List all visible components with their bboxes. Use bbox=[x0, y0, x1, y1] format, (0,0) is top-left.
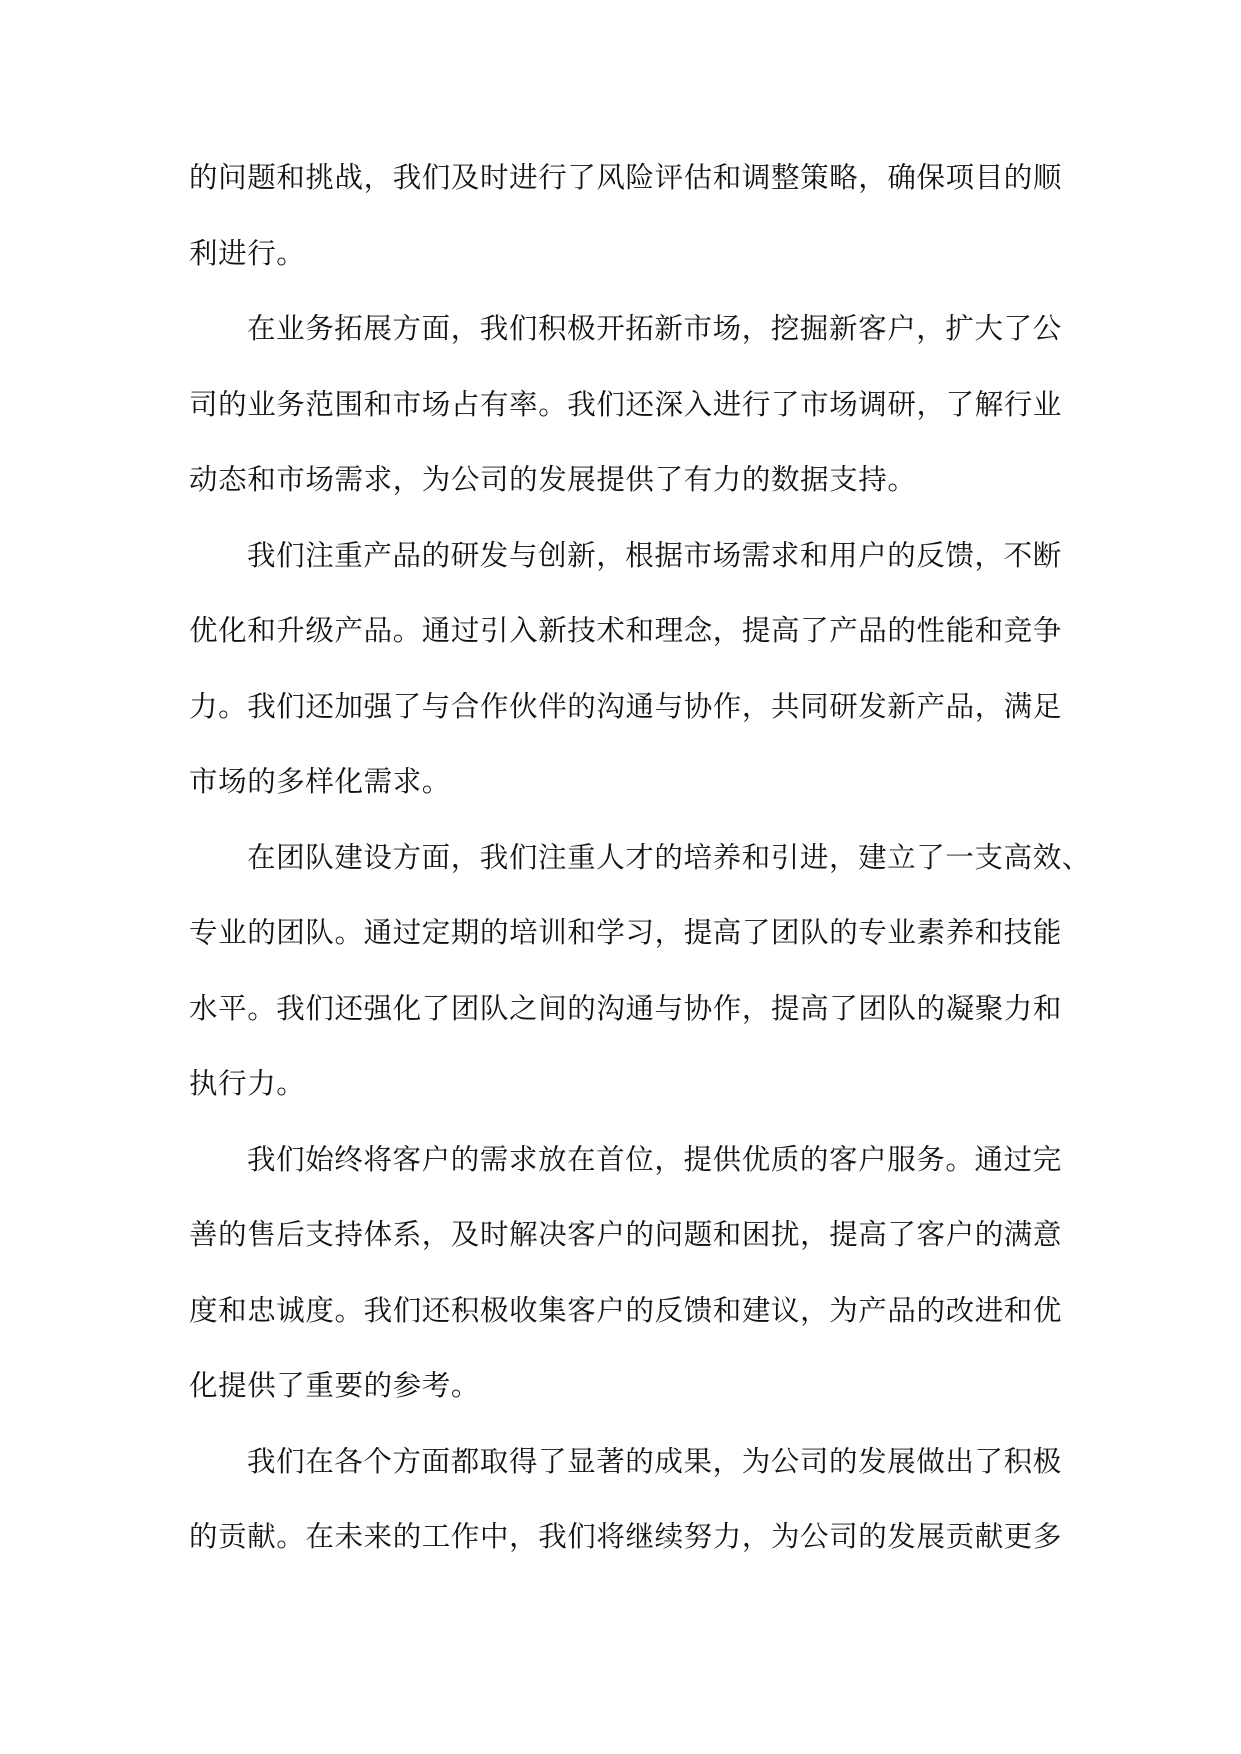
text-line: 的贡献。在未来的工作中，我们将继续努力，为公司的发展贡献更多 bbox=[189, 1520, 1063, 1553]
text-line: 司的业务范围和市场占有率。我们还深入进行了市场调研，了解行业 bbox=[189, 387, 1063, 421]
text-line: 优化和升级产品。通过引入新技术和理念，提高了产品的性能和竞争 bbox=[189, 614, 1063, 647]
text-line: 水平。我们还强化了团队之间的沟通与协作，提高了团队的凝聚力和 bbox=[189, 991, 1063, 1025]
text-line: 市场的多样化需求。 bbox=[189, 765, 451, 798]
text-line: 在业务拓展方面，我们积极开拓新市场，挖掘新客户，扩大了公 bbox=[247, 312, 1062, 345]
text-line: 在团队建设方面，我们注重人才的培养和引进，建立了一支高效、 bbox=[247, 840, 1091, 874]
text-line: 力。我们还加强了与合作伙伴的沟通与协作，共同研发新产品，满足 bbox=[189, 689, 1063, 723]
text-line: 利进行。 bbox=[189, 236, 306, 270]
text-line: 我们在各个方面都取得了显著的成果，为公司的发展做出了积极 bbox=[247, 1444, 1062, 1478]
text-line: 化提供了重要的参考。 bbox=[189, 1369, 481, 1402]
text-line: 专业的团队。通过定期的培训和学习，提高了团队的专业素养和技能 bbox=[189, 916, 1063, 949]
text-line: 执行力。 bbox=[189, 1067, 306, 1100]
text-line: 度和忠诚度。我们还积极收集客户的反馈和建议，为产品的改进和优 bbox=[189, 1293, 1063, 1327]
document-body bbox=[189, 140, 1091, 1575]
text-line: 的问题和挑战，我们及时进行了风险评估和调整策略，确保项目的顺 bbox=[189, 161, 1063, 194]
text-line: 善的售后支持体系，及时解决客户的问题和困扰，提高了客户的满意 bbox=[189, 1218, 1063, 1251]
text-line: 动态和市场需求，为公司的发展提供了有力的数据支持。 bbox=[189, 463, 917, 496]
text-line: 我们始终将客户的需求放在首位，提供优质的客户服务。通过完 bbox=[247, 1142, 1062, 1176]
text-line: 我们注重产品的研发与创新，根据市场需求和用户的反馈，不断 bbox=[247, 538, 1062, 572]
